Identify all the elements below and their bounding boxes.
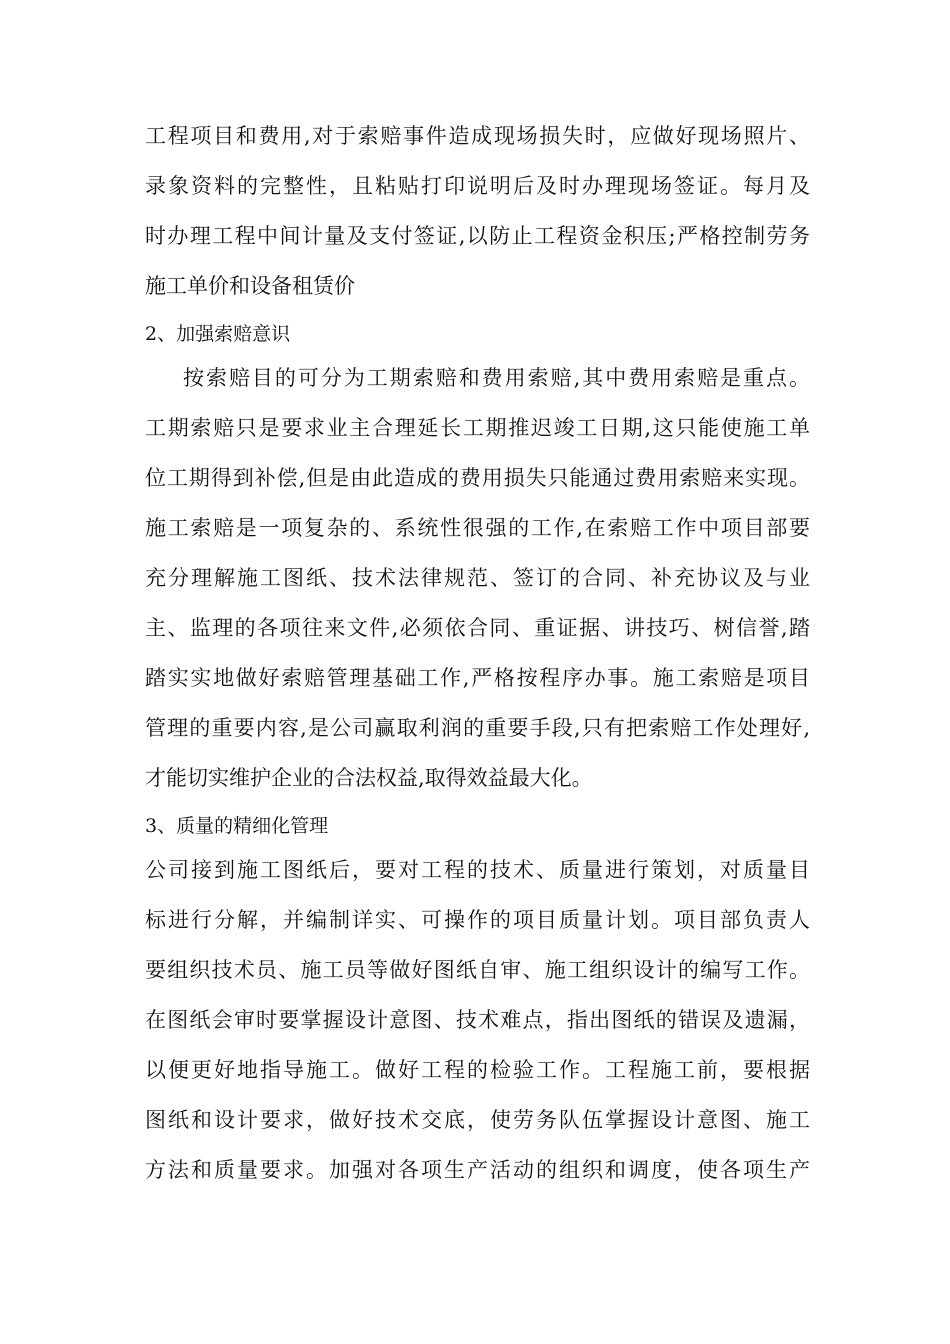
paragraph-3 — [145, 851, 810, 1189]
paragraph-line: 时办理工程中间计量及支付签证,以防止工程资金积压;严格控制劳务 — [145, 224, 810, 248]
paragraph-line: 公司接到施工图纸后，要对工程的技术、质量进行策划，对质量目 — [145, 858, 810, 882]
paragraph-line: 工程项目和费用,对于索赔事件造成现场损失时，应做好现场照片、 — [145, 124, 810, 148]
paragraph-line: 录象资料的完整性，且粘贴打印说明后及时办理现场签证。每月及 — [145, 174, 810, 198]
paragraph-line: 按索赔目的可分为工期索赔和费用索赔,其中费用索赔是重点。 — [183, 366, 810, 390]
paragraph-line: 在图纸会审时要掌握设计意图、技术难点，指出图纸的错误及遗漏， — [145, 1008, 810, 1032]
paragraph-line: 充分理解施工图纸、技术法律规范、签订的合同、补充协议及与业 — [145, 566, 810, 590]
paragraph-2 — [145, 359, 810, 797]
paragraph-line: 以便更好地指导施工。做好工程的检验工作。工程施工前，要根据 — [145, 1058, 810, 1082]
section-heading-2: 2、加强索赔意识 — [145, 323, 291, 345]
paragraph-line: 要组织技术员、施工员等做好图纸自审、施工组织设计的编写工作。 — [145, 958, 810, 982]
paragraph-1 — [145, 117, 810, 305]
paragraph-line: 位工期得到补偿,但是由此造成的费用损失只能通过费用索赔来实现。 — [145, 466, 810, 490]
section-heading-3: 3、质量的精细化管理 — [145, 815, 329, 837]
paragraph-line: 施工单价和设备租赁价 — [145, 274, 355, 298]
document-page — [145, 117, 810, 1201]
paragraph-line: 标进行分解，并编制详实、可操作的项目质量计划。项目部负责人 — [145, 908, 810, 932]
paragraph-line: 施工索赔是一项复杂的、系统性很强的工作,在索赔工作中项目部要 — [145, 516, 810, 540]
paragraph-line: 管理的重要内容,是公司赢取利润的重要手段,只有把索赔工作处理好, — [145, 716, 810, 740]
paragraph-line: 图纸和设计要求，做好技术交底，使劳务队伍掌握设计意图、施工 — [145, 1108, 810, 1132]
paragraph-line: 才能切实维护企业的合法权益,取得效益最大化。 — [145, 766, 593, 790]
paragraph-line: 踏实实地做好索赔管理基础工作,严格按程序办事。施工索赔是项目 — [145, 666, 810, 690]
paragraph-line: 主、监理的各项往来文件,必须依合同、重证据、讲技巧、树信誉,踏 — [145, 616, 810, 640]
paragraph-line: 工期索赔只是要求业主合理延长工期推迟竣工日期,这只能使施工单 — [145, 416, 810, 440]
paragraph-line: 方法和质量要求。加强对各项生产活动的组织和调度，使各项生产 — [145, 1158, 810, 1182]
